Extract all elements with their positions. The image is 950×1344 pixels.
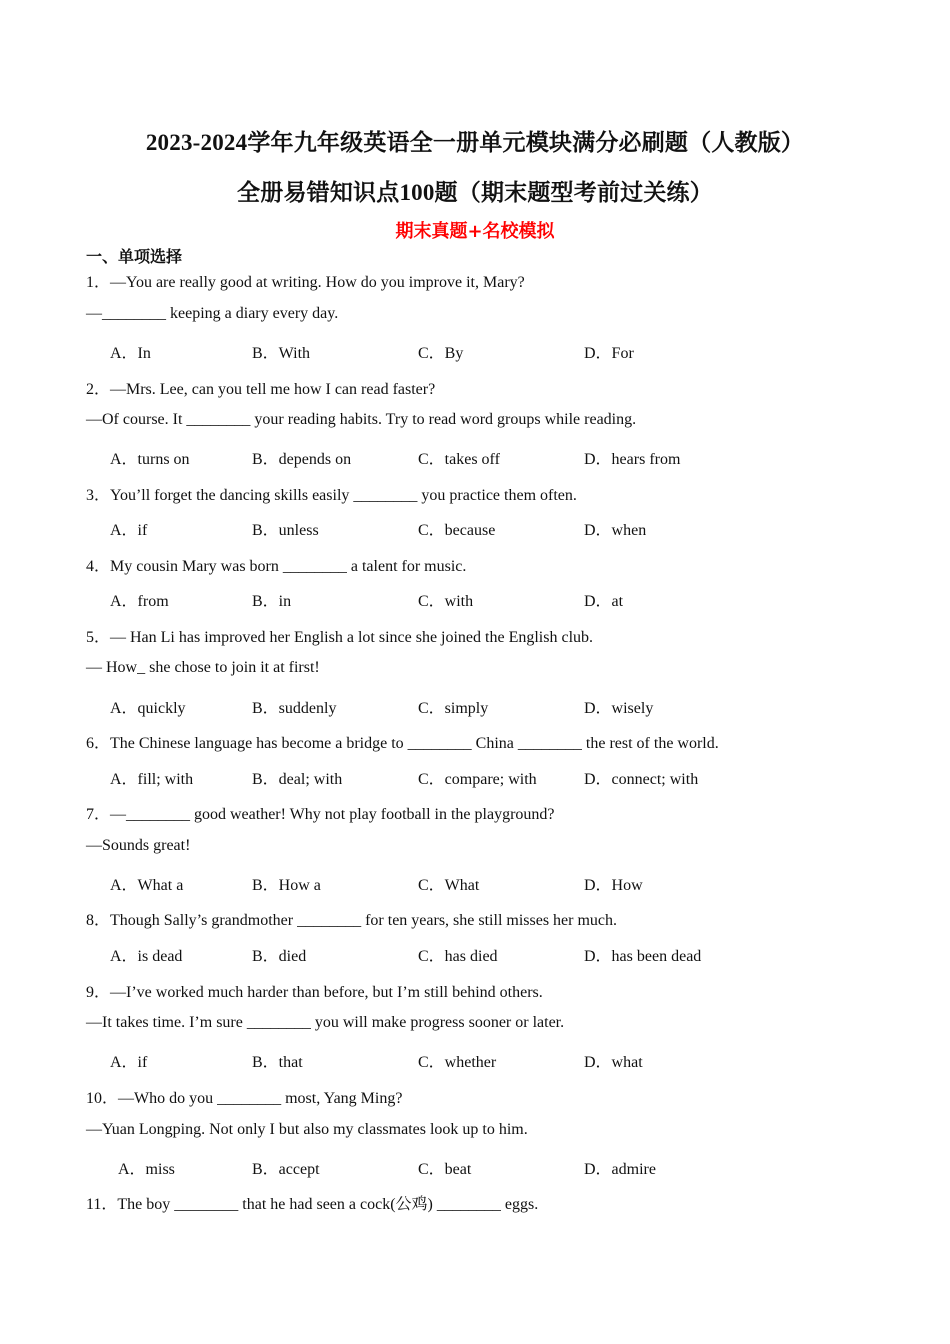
option-c[interactable]: C．simply [418,700,489,717]
option-d[interactable]: D．at [584,593,624,610]
option-a[interactable]: A．if [110,1054,148,1071]
option-c[interactable]: C．has died [418,948,498,965]
question-3-options [0,517,950,541]
option-d[interactable]: D．what [584,1054,643,1071]
option-b[interactable]: B．How a [252,877,321,894]
question-7-stem: 7．—________ good weather! Why not play football in the playground? [86,806,555,823]
document-subtitle-line: 全册易错知识点100题（期末题型考前过关练） [237,180,713,205]
question-1-stem: 1．—You are really good at writing. How do you improve it, Mary? [86,274,525,291]
question-11-stem: 11．The boy ________ that he had seen a cock(公鸡) ________ eggs. [86,1196,539,1213]
question-9-stem: 9．—I’ve worked much harder than before, but I’m still behind others. [86,984,543,1001]
question-1-response: —________ keeping a diary every day. [86,305,339,322]
option-d[interactable]: D．admire [584,1161,656,1178]
question-5-stem: 5．— Han Li has improved her English a lot since she joined the English club. [86,629,594,646]
question-10-stem: 10．—Who do you ________ most, Yang Ming? [86,1090,403,1107]
option-c[interactable]: C．compare; with [418,771,537,788]
option-b[interactable]: B．suddenly [252,700,337,717]
option-a[interactable]: A．fill; with [110,771,194,788]
option-b[interactable]: B．in [252,593,292,610]
question-7-options [0,872,950,896]
option-b[interactable]: B．deal; with [252,771,343,788]
option-d[interactable]: D．connect; with [584,771,699,788]
option-a[interactable]: A．quickly [110,700,186,717]
question-4-options [0,588,950,612]
option-d[interactable]: D．wisely [584,700,654,717]
question-8-stem: 8．Though Sally’s grandmother ________ for ten years, she still misses her much. [86,912,618,929]
option-c[interactable]: C．takes off [418,451,500,468]
question-3-stem: 3．You’ll forget the dancing skills easily ________ you practice them often. [86,487,577,504]
question-2-options [0,446,950,470]
option-c[interactable]: C．By [418,345,464,362]
option-d[interactable]: D．hears from [584,451,681,468]
question-7-response: —Sounds great! [86,837,191,854]
option-b[interactable]: B．died [252,948,307,965]
option-c[interactable]: C．beat [418,1161,472,1178]
section-heading: 一、单项选择 [86,247,183,266]
option-d[interactable]: D．has been dead [584,948,702,965]
option-a[interactable]: A．is dead [110,948,183,965]
option-d[interactable]: D．For [584,345,634,362]
option-c[interactable]: C．because [418,522,496,539]
question-10-options [0,1156,950,1180]
question-9-options [0,1049,950,1073]
option-c[interactable]: C．whether [418,1054,497,1071]
option-a[interactable]: A．from [110,593,169,610]
question-5-response: — How_ she chose to join it at first! [86,659,320,676]
option-c[interactable]: C．with [418,593,474,610]
option-a[interactable]: A．miss [118,1161,175,1178]
document-title: 2023-2024学年九年级英语全一册单元模块满分必刷题（人教版） [145,130,805,155]
option-a[interactable]: A．if [110,522,148,539]
question-4-stem: 4．My cousin Mary was born ________ a talent for music. [86,558,467,575]
option-a[interactable]: A．What a [110,877,184,894]
question-6-options [0,766,950,790]
option-b[interactable]: B．depends on [252,451,352,468]
question-6-stem: 6．The Chinese language has become a bridge to ________ China ________ the rest of the world. [86,735,719,752]
option-a[interactable]: A．turns on [110,451,190,468]
question-2-stem: 2．—Mrs. Lee, can you tell me how I can read faster? [86,381,436,398]
option-b[interactable]: B．With [252,345,311,362]
option-d[interactable]: D．when [584,522,647,539]
question-8-options [0,943,950,967]
question-2-response: —Of course. It ________ your reading habits. Try to read word groups while reading. [86,411,637,428]
option-b[interactable]: B．that [252,1054,303,1071]
question-9-response: —It takes time. I’m sure ________ you will make progress sooner or later. [86,1014,565,1031]
question-1-options [0,340,950,364]
option-b[interactable]: B．accept [252,1161,320,1178]
option-c[interactable]: C．What [418,877,480,894]
question-5-options [0,695,950,719]
question-10-response: —Yuan Longping. Not only I but also my classmates look up to him. [86,1121,528,1138]
option-d[interactable]: D．How [584,877,643,894]
option-a[interactable]: A．In [110,345,151,362]
red-subtitle: 期末真题+名校模拟 [395,221,555,242]
option-b[interactable]: B．unless [252,522,319,539]
